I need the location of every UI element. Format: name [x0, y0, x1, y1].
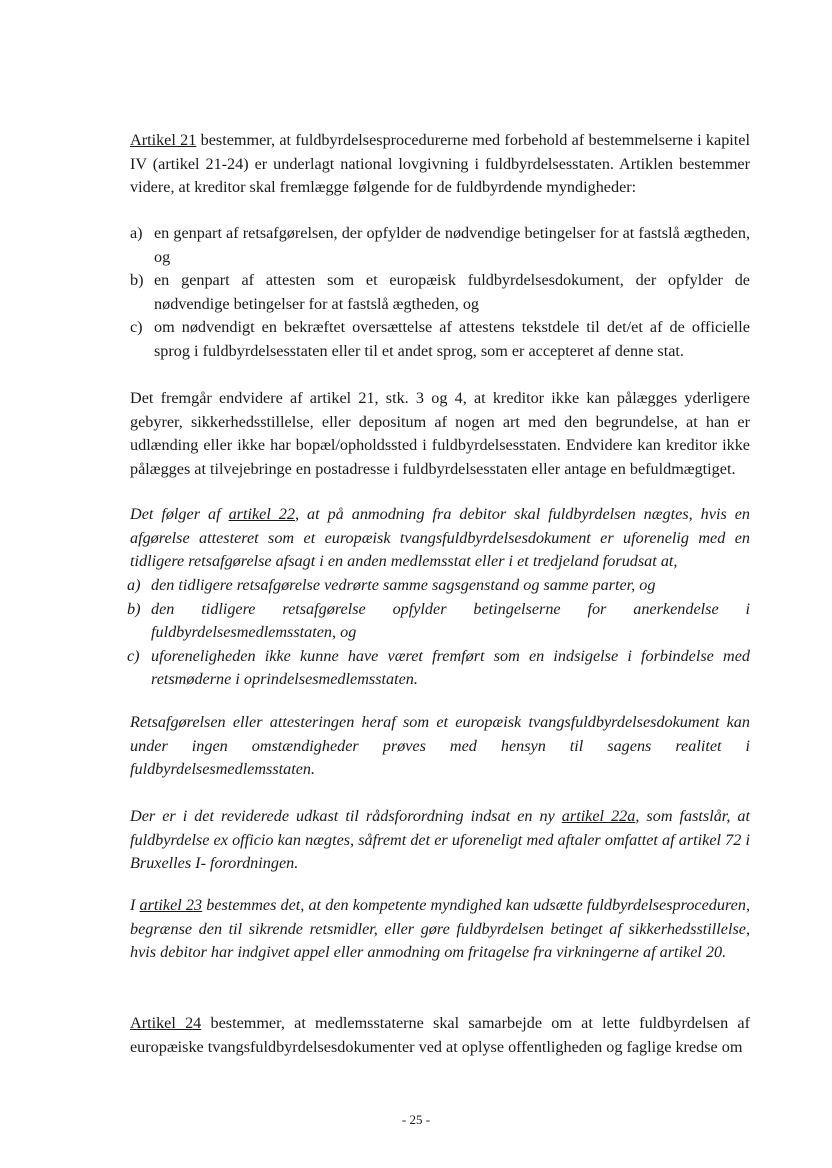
- requirements-list: [130, 222, 750, 363]
- page-number: - 25 -: [401, 1112, 431, 1127]
- paragraph-text: Det fremgår endvidere af artikel 21, stk. 3 og 4, at kreditor ikke kan pålægges yderligere gebyrer, sikkerhedsstillelse, eller depositum af nogen art med den begrundelse, at han er udlænding eller ikke har bopæl/opholdssted i fuldbyrdelsesstaten. Endvidere kan kreditor ikke pålægges at tilvejebringe en postadresse i fuldbyrdelsesstaten eller antage en befuldmægtiget.: [130, 389, 750, 478]
- artikel-22a-link: artikel 22a: [561, 807, 636, 825]
- artikel-24-link: Artikel 24: [130, 1014, 202, 1032]
- list-marker: a): [127, 576, 141, 594]
- refusal-conditions-list: [127, 574, 750, 692]
- list-item: [130, 269, 750, 316]
- artikel-22-link: artikel 22: [228, 505, 295, 523]
- paragraph-artikel-22: [130, 503, 750, 574]
- paragraph-artikel-23: [130, 894, 750, 965]
- paragraph-prefix: Det følger af: [130, 505, 229, 523]
- paragraph-text: , at på anmodning fra debitor skal fuldbyrdelsen nægtes, hvis en afgørelse attesteret som et europæisk tvangsfuldbyrdelsesdokument er uforenelig med en tidligere retsafgørelse afsagt i en anden medlemsstat eller i et tredjeland forudsat at,: [130, 505, 750, 570]
- list-item: [130, 222, 750, 269]
- paragraph-prefix: Der er i det reviderede udkast til rådsforordning indsat en ny: [130, 807, 562, 825]
- paragraph-text: , som fastslår, at fuldbyrdelse ex officio kan nægtes, såfremt det er uforeneligt med aftaler omfattet af artikel 72 i Bruxelles I- forordningen.: [130, 807, 750, 872]
- paragraph-prefix: I: [130, 896, 140, 914]
- list-item: [127, 645, 750, 692]
- list-marker: b): [130, 271, 144, 289]
- list-item-text: den tidligere retsafgørelse vedrørte samme sagsgenstand og samme parter, og: [151, 576, 656, 594]
- artikel-23-link: artikel 23: [139, 896, 203, 914]
- list-item: [127, 598, 750, 645]
- paragraph-artikel-21: [130, 129, 750, 200]
- paragraph-text: bestemmer, at fuldbyrdelsesprocedurerne med forbehold af bestemmelserne i kapitel IV (artikel 21-24) er underlagt national lovgivning i fuldbyrdelsesstaten. Artiklen bestemmer videre, at kreditor skal fremlægge følgende for de fuldbyrdende myndigheder:: [130, 131, 750, 196]
- list-item-text: uforeneligheden ikke kunne have været fremført som en indsigelse i forbindelse med retsmøderne i oprindelsesmedlemsstaten.: [151, 646, 750, 688]
- paragraph-artikel-21-stk: [130, 387, 750, 481]
- list-item: [130, 316, 750, 363]
- artikel-21-link: Artikel 21: [130, 131, 197, 149]
- list-marker: c): [130, 318, 143, 336]
- paragraph-text: bestemmes det, at den kompetente myndighed kan udsætte fuldbyrdelsesproceduren, begrænse den til sikrende retsmidler, eller gøre fuldbyrdelsen betinget af sikkerhedsstillelse, hvis debitor har indgivet appel eller anmodning om fritagelse fra virkningerne af artikel 20.: [130, 896, 750, 961]
- list-item-text: den tidligere retsafgørelse opfylder betingelserne for anerkendelse i fuldbyrdelsesmedlemsstaten, og: [151, 599, 750, 641]
- list-item-text: en genpart af retsafgørelsen, der opfylder de nødvendige betingelser for at fastslå ægtheden, og: [154, 224, 750, 266]
- paragraph-artikel-22a: [130, 805, 750, 876]
- paragraph-artikel-24: [130, 1012, 750, 1059]
- list-item: [127, 574, 750, 598]
- list-marker: b): [127, 599, 141, 618]
- list-marker: a): [130, 224, 143, 242]
- list-item-text: en genpart af attesten som et europæisk fuldbyrdelsesdokument, der opfylder de nødvendige betingelser for at fastslå ægtheden, og: [154, 271, 750, 313]
- list-item-text: om nødvendigt en bekræftet oversættelse af attestens tekstdele til det/et af de officielle sprog i fuldbyrdelsesstaten eller til et andet sprog, som er accepteret af denne stat.: [154, 318, 750, 360]
- paragraph-no-review: [130, 711, 750, 782]
- paragraph-text: Retsafgørelsen eller attesteringen heraf som et europæisk tvangsfuldbyrdelsesdokument kan under ingen omstændigheder prøves med hensyn til sagens realitet i fuldbyrdelsesmedlemsstaten.: [130, 713, 750, 778]
- paragraph-text: bestemmer, at medlemsstaterne skal samarbejde om at lette fuldbyrdelsen af europæiske tvangsfuldbyrdelsesdokumenter ved at oplyse offentligheden og faglige kredse om: [130, 1014, 750, 1056]
- list-marker: c): [127, 646, 140, 665]
